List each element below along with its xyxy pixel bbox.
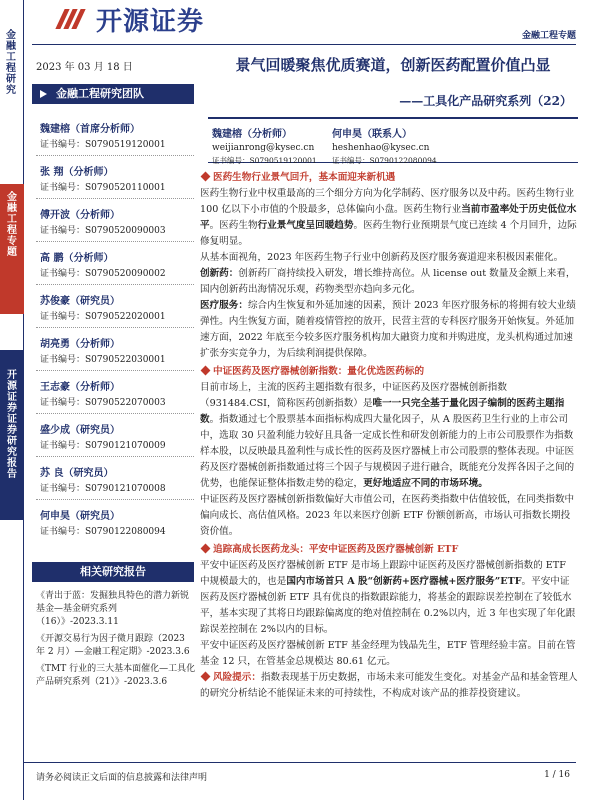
report-subtitle: ——工具化产品研究系列（22） <box>399 94 572 108</box>
analyst-cert: 证书编号：S0790520090002 <box>40 269 166 279</box>
page-number: 1 / 16 <box>544 770 570 780</box>
divider <box>36 284 194 285</box>
report-date: 2023 年 03 月 18 日 <box>36 62 133 73</box>
logo-mark-icon <box>56 7 90 31</box>
related-report-link[interactable]: 《开源交易行为因子微月跟踪（2023 年 2 月）—金融工程定期》-2023.3.6 <box>36 634 190 657</box>
logo-text: 开源证券 <box>96 6 205 37</box>
analyst-name: 胡亮勇（分析师） <box>40 339 120 350</box>
report-title: 景气回暖聚焦优质赛道，创新医药配置价值凸显 <box>235 56 551 74</box>
divider <box>36 456 194 457</box>
paragraph: 目前市场上，主流的医药主题指数有很多，中证医药及医疗器械创新指数（931484.CSI，简称医药创新指数）是唯一一只完全基于量化因子编制的医药主题指数。指数通过七个股票基本面指标构成四大量化因子，从 A 股医药卫生行业的上市公司中，选取 30 只盈利能力较好且具备一定成长性和研发创新能力的上市公司股票作为指数样本股，以反映最具盈利性与成长性的医药及医疗器械上市公司股票的整体表现。中证医药及医疗器械创新指数通过将三个因子与规模因子进行融合，既能充分发挥各因子之间的优势，也能保证整体指数走势的稳定，更好地适应不同的市场环境。 <box>200 382 575 489</box>
divider <box>36 499 194 500</box>
analyst-name: 王志豪（分析师） <box>40 382 120 393</box>
paragraph: 医疗服务：综合内生恢复和外延加速的因素，预计 2023 年医疗服务标的将拥有较大业绩弹性。内生恢复方面，随着疫情管控的放开，民营主营的专科医疗服务开始恢复。外延加速方面，2022 年底至今较多医疗服务机构加大融资力度和并购进度，龙头机构通过加速扩张夯实竞争力，为后续利润提供保障。 <box>200 300 576 359</box>
divider <box>36 198 194 199</box>
author-box <box>208 117 578 163</box>
divider <box>36 413 194 414</box>
analyst-name: 傅开波（分析师） <box>40 210 120 221</box>
diamond-bullet-icon <box>201 544 211 554</box>
analyst-name: 高 鹏（分析师） <box>40 253 114 264</box>
disclaimer-note: 请务必阅读正文后面的信息披露和法律声明 <box>36 773 208 783</box>
diamond-bullet-icon <box>201 672 211 682</box>
analyst-entry <box>40 249 190 279</box>
analyst-cert: 证书编号：S0790121070009 <box>40 441 166 451</box>
related-report-link[interactable]: 《TMT 行业的三大基本面催化—工具化产品研究系列（21）》-2023.3.6 <box>36 664 196 687</box>
analyst-cert: 证书编号：S0790522070003 <box>40 398 166 408</box>
side-strip <box>0 0 24 800</box>
paragraph: 平安中证医药及医疗器械创新 ETF 基金经理为钱晶先生，ETF 管理经验丰富。目前在管基金 12 只，在管基金总规模达 80.61 亿元。 <box>200 640 576 667</box>
analyst-name: 张 翔（分析师） <box>40 167 114 178</box>
divider <box>36 327 194 328</box>
analyst-name: 苏俊豪（研究员） <box>40 296 120 307</box>
author-name: 魏建榕（分析师） <box>212 129 292 140</box>
analyst-name: 苏 良（研究员） <box>40 468 114 479</box>
analyst-entry <box>40 378 190 408</box>
report-body <box>200 168 578 702</box>
analyst-cert: 证书编号：S0790520110001 <box>40 183 166 193</box>
side-label-top: 金融工程研究 <box>6 30 16 96</box>
analyst-entry <box>40 464 190 494</box>
analyst-cert: 证书编号：S0790520090003 <box>40 226 166 236</box>
author-entry <box>332 125 437 166</box>
analyst-name: 何申昊（研究员） <box>40 511 120 522</box>
side-label-bottom: 开源证券 证券研究报告 <box>0 350 24 520</box>
related-report-link[interactable]: 《青出于蓝：发掘独具特色的潜力新锐基金—基金研究系列（16）》-2023.3.11 <box>36 591 190 627</box>
footer-divider <box>24 762 576 763</box>
analyst-entry <box>40 163 190 193</box>
analyst-name: 魏建榕（首席分析师） <box>40 124 140 135</box>
divider <box>36 155 194 156</box>
side-label-mid: 金融工程专题 <box>0 184 24 314</box>
divider <box>36 241 194 242</box>
analyst-cert: 证书编号：S0790122080094 <box>40 527 166 537</box>
related-reports-heading: 相关研究报告 <box>32 562 194 582</box>
analyst-cert: 证书编号：S0790121070008 <box>40 484 166 494</box>
diamond-bullet-icon <box>201 172 211 182</box>
header-divider <box>32 44 576 45</box>
analyst-entry <box>40 507 190 537</box>
diamond-bullet-icon <box>201 366 211 376</box>
analyst-entry <box>40 421 190 451</box>
author-cert: 证书编号：S0790122080094 <box>332 156 437 165</box>
paragraph: 平安中证医药及医疗器械创新 ETF 是市场上跟踪中证医药及医疗器械创新指数的 ETF 中规模最大的，也是国内市场首只 A 股“创新药+医疗器械+医疗服务”ETF。平安中证医药及医疗器械创新 ETF 具有优良的指数跟踪能力，将基金的跟踪误差控制在了较低水平，基本实现了其将日均跟踪偏离度的绝对值控制在 0.2%以内，近 3 年也实现了年化跟踪误差控制在 2%以内的目标。 <box>200 560 576 635</box>
paragraph: 创新药：创新药厂商持续投入研发，增长维持高位。从 license out 数量及金额上来看，国内创新药出海情况乐观，药物类型亦趋向多元化。 <box>200 268 576 295</box>
author-cert: 证书编号：S0790519120001 <box>212 156 317 165</box>
author-email[interactable]: heshenhao@kysec.cn <box>332 143 430 153</box>
paragraph: 医药生物行业中权重最高的三个细分方向为化学制药、医疗服务以及中药。医药生物行业 100 亿以下小市值的个股最多，总体偏向小盘。医药生物行业当前市盈率处于历史低位水平。医药生物行业景气度呈回暖趋势。医药生物行业预期景气度已连续 4 个月回升，边际修复明显。 <box>200 188 577 247</box>
author-name: 何申昊（联系人） <box>332 129 412 140</box>
analyst-cert: 证书编号：S0790522030001 <box>40 355 166 365</box>
analyst-name: 盛少成（研究员） <box>40 425 120 436</box>
divider <box>36 370 194 371</box>
paragraph: 从基本面视角，2023 年医药生物子行业中创新药及医疗服务赛道迎来积极因素催化。 <box>200 252 564 263</box>
report-type: 金融工程专题 <box>521 31 576 41</box>
author-email[interactable]: weijianrong@kysec.cn <box>212 143 315 153</box>
section-heading: 医药生物行业景气回升，基本面迎来新机遇 <box>200 170 578 186</box>
analyst-entry <box>40 120 190 150</box>
paragraph: 中证医药及医疗器械创新指数偏好大市值公司，在医药类指数中估值较低，在同类指数中偏向成长、高估值风格。2023 年以来医疗创新 ETF 份额创新高，市场认可指数长期投资价值。 <box>200 494 575 537</box>
team-heading: 金融工程研究团队 <box>32 84 194 104</box>
analyst-entry <box>40 292 190 322</box>
analyst-entry <box>40 335 190 365</box>
company-logo <box>56 6 205 37</box>
risk-warning: 风险提示：指数表现基于历史数据，市场未来可能发生变化。对基金产品和基金管理人的研究分析结论不能保证未来的可持续性，不构成对该产品的推荐投资建议。 <box>200 672 578 699</box>
related-reports-list <box>36 590 196 693</box>
analyst-cert: 证书编号：S0790519120001 <box>40 140 166 150</box>
analyst-cert: 证书编号：S0790522020001 <box>40 312 166 322</box>
section-heading: 中证医药及医疗器械创新指数：量化优选医药标的 <box>200 364 578 380</box>
author-entry <box>212 125 317 166</box>
section-heading: 追踪高成长医药龙头：平安中证医药及医疗器械创新 ETF <box>200 542 578 558</box>
analyst-entry <box>40 206 190 236</box>
